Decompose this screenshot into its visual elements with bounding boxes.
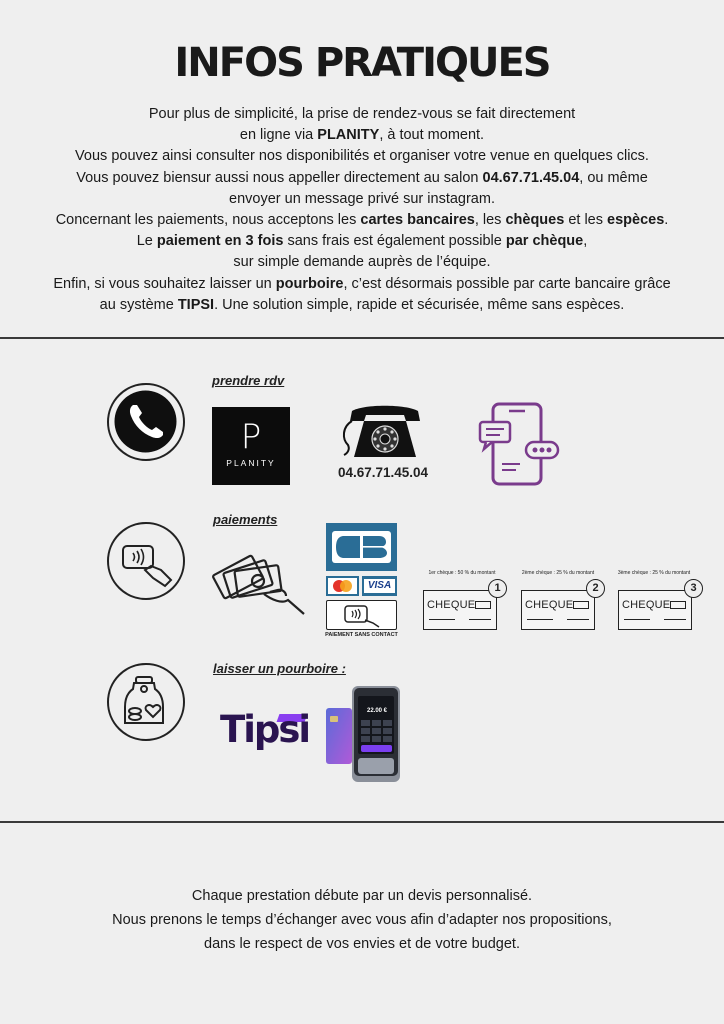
payment-terminal-icon: [350, 684, 402, 784]
intro-text: [20, 104, 704, 316]
cheque-2: [521, 590, 595, 630]
cb-card-logo: [326, 523, 397, 571]
page-title: INFOS PRATIQUES: [174, 40, 550, 86]
divider-top: [0, 337, 724, 339]
phone-circle-icon: [107, 383, 185, 461]
contactless-label: PAIEMENT SANS CONTACT: [325, 632, 398, 638]
rotary-telephone-icon: [340, 405, 430, 463]
cheque-2-caption: 2ème chèque : 25 % du montant: [521, 570, 595, 576]
cheque-word: CHEQUE: [622, 599, 671, 611]
outro-text: [20, 884, 704, 956]
cheque-number-3: 3: [684, 579, 703, 598]
cheque-line: [469, 619, 491, 620]
intro-line: Concernant les paiements, nous acceptons les cartes bancaires, les chèques et les espèces.: [55, 212, 669, 229]
outro-line: dans le respect de vos envies et de votre budget.: [204, 936, 520, 952]
outro-line: Nous prenons le temps d’échanger avec vous afin d’adapter nos propositions,: [112, 912, 612, 928]
cheque-amount-box: [573, 601, 589, 609]
cheque-1: [423, 590, 497, 630]
cheque-line: [429, 619, 455, 620]
outro-line: Chaque prestation débute par un devis personnalisé.: [191, 888, 533, 904]
cheque-number-1: 1: [488, 579, 507, 598]
cheque-line: [527, 619, 553, 620]
intro-line: Vous pouvez biensur aussi nous appeller directement au salon 04.67.71.45.04, ou même: [76, 169, 648, 186]
divider-bottom: [0, 821, 724, 823]
intro-line: Pour plus de simplicité, la prise de rendez-vous se fait directement: [148, 106, 576, 122]
cheque-1-caption: 1er chèque : 50 % du montant: [428, 570, 496, 576]
cheque-3-caption: 3ème chèque : 25 % du montant: [617, 570, 691, 576]
intro-line: au système TIPSI. Une solution simple, rapide et sécurisée, même sans espèces.: [99, 296, 625, 313]
intro-line: Le paiement en 3 fois sans frais est également possible par chèque,: [136, 233, 588, 250]
contactless-payment-circle-icon: [107, 522, 185, 600]
section-label-tip: laisser un pourboire :: [213, 661, 346, 676]
tipsi-logo: Tipsi: [220, 708, 310, 751]
phone-number[interactable]: 04.67.71.45.04: [337, 465, 429, 480]
intro-line: Vous pouvez ainsi consulter nos disponibilités et organiser votre venue en quelques clics.: [75, 148, 649, 165]
cheque-amount-box: [475, 601, 491, 609]
intro-line: envoyer un message privé sur instagram.: [229, 190, 495, 207]
visa-logo: [362, 576, 397, 596]
visa-text: VISA: [364, 579, 395, 593]
contactless-card-icon: [326, 600, 397, 630]
section-label-rdv: prendre rdv: [212, 373, 285, 388]
planity-letter: P: [240, 417, 262, 457]
tip-jar-circle-icon: [107, 663, 185, 741]
intro-line: en ligne via PLANITY, à tout moment.: [239, 127, 485, 144]
intro-line: sur simple demande auprès de l’équipe.: [233, 254, 491, 271]
cheque-line: [567, 619, 589, 620]
section-label-payments: paiements: [213, 512, 278, 527]
mastercard-logo: [326, 576, 359, 596]
intro-line: Enfin, si vous souhaitez laisser un pourboire, c’est désormais possible par carte bancaire grâce: [53, 275, 671, 292]
cheque-word: CHEQUE: [427, 599, 476, 611]
cash-banknotes-icon: [212, 548, 310, 620]
smartphone-message-icon: [476, 402, 560, 488]
cheque-number-2: 2: [586, 579, 605, 598]
cheque-3: [618, 590, 692, 630]
planity-text: PLANITY: [226, 458, 276, 468]
cheque-word: CHEQUE: [525, 599, 574, 611]
terminal-amount: 22.00 €: [366, 708, 388, 714]
cheque-line: [664, 619, 686, 620]
planity-logo[interactable]: [212, 407, 290, 485]
cheque-amount-box: [670, 601, 686, 609]
cheque-line: [624, 619, 650, 620]
